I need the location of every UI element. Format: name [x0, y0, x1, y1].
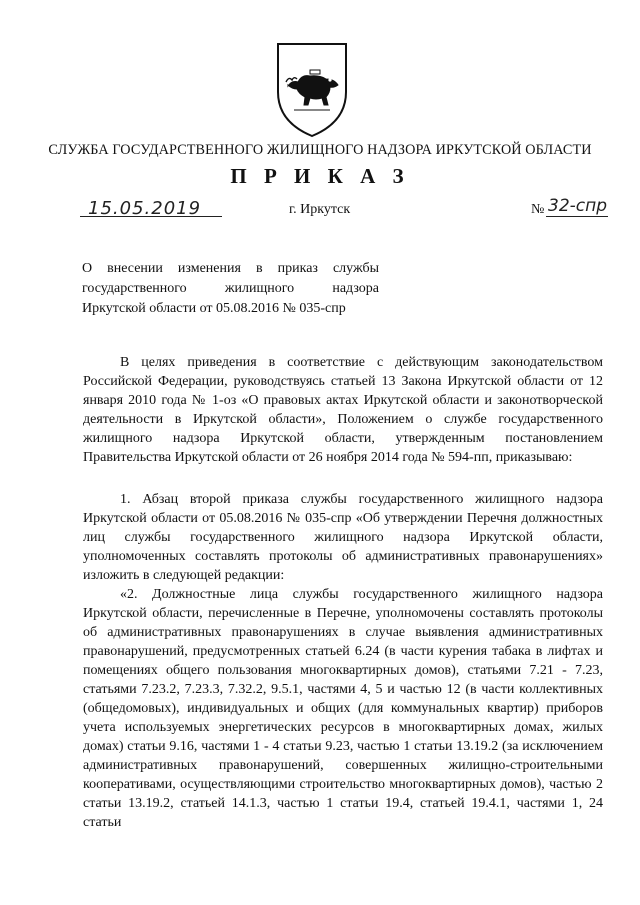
item-1-new-text: «2. Должностные лица службы государственного жилищного надзора Иркутской области, перечисленные в Перечне, уполномочены составлять протоколы об административных правонарушениях в случае выявления административных правонарушений, предусмотренных статьей 6.24 (в части курения табака в лифтах и помещениях общего пользования многоквартирных домов), статьями 7.21 - 7.23, статьями 7.23.2, 7.23.3, 7.32.2, 9.5.1, частями 4, 5 и частью 12 (в части коллективных (общедомовых), индивидуальных и общих (для коммунальных квартир) приборов учета используемых энергетических ресурсов в многоквартирных домах, жилых домах) статьи 9.16, частями 1 - 4 статьи 9.23, частью 1 статьи 13.19.2 (за исключением административных правонарушений, совершенных жилищно-строительными кооперативами, осуществляющими строительство многоквартирных домов), частью 2 статьи 13.19.2, статьей 14.1.3, частью 1 статьи 19.4, статьей 19.4.1, частями 1, 24 статьи — [83, 587, 603, 830]
order-subject — [82, 259, 379, 319]
number-underline — [546, 216, 608, 217]
preamble-paragraph: В целях приведения в соответствие с действующим законодательством Российской Федерации, руководствуясь статьей 13 Закона Иркутской области от 12 января 2010 года № 1-оз «О правовых актах Иркутской области и законотворческой деятельности в Иркутской области», Положением о службе государственного жилищного надзора Иркутской области, утвержденным постановлением Правительства Иркутской области от 26 ноября 2014 года № 594-пп, приказываю: — [83, 355, 603, 465]
agency-name: СЛУЖБА ГОСУДАРСТВЕННОГО ЖИЛИЩНОГО НАДЗОРА ИРКУТСКОЙ ОБЛАСТИ — [48, 142, 592, 158]
date-underline — [80, 216, 222, 217]
coat-of-arms-icon — [274, 40, 350, 140]
number-sign: № — [531, 202, 545, 217]
subject-line-2: государственного жилищного надзора — [82, 281, 379, 296]
document-type-title: П Р И К А З — [230, 164, 410, 188]
item-1-paragraph: 1. Абзац второй приказа службы государственного жилищного надзора Иркутской области от 05.08.2016 № 035-спр «Об утверждении Перечня должностных лиц службы государственного жилищного надзора Иркутской области, уполномоченных составлять протоколы об административных правонарушениях» изложить в следующей редакции: — [83, 492, 603, 583]
order-city: г. Иркутск — [289, 202, 351, 217]
order-date: 15.05.2019 — [88, 198, 202, 219]
order-number: 32-спр — [548, 196, 608, 216]
subject-line-3: Иркутской области от 05.08.2016 № 035-спр — [82, 301, 346, 316]
subject-line-1: О внесении изменения в приказ службы — [82, 261, 379, 276]
